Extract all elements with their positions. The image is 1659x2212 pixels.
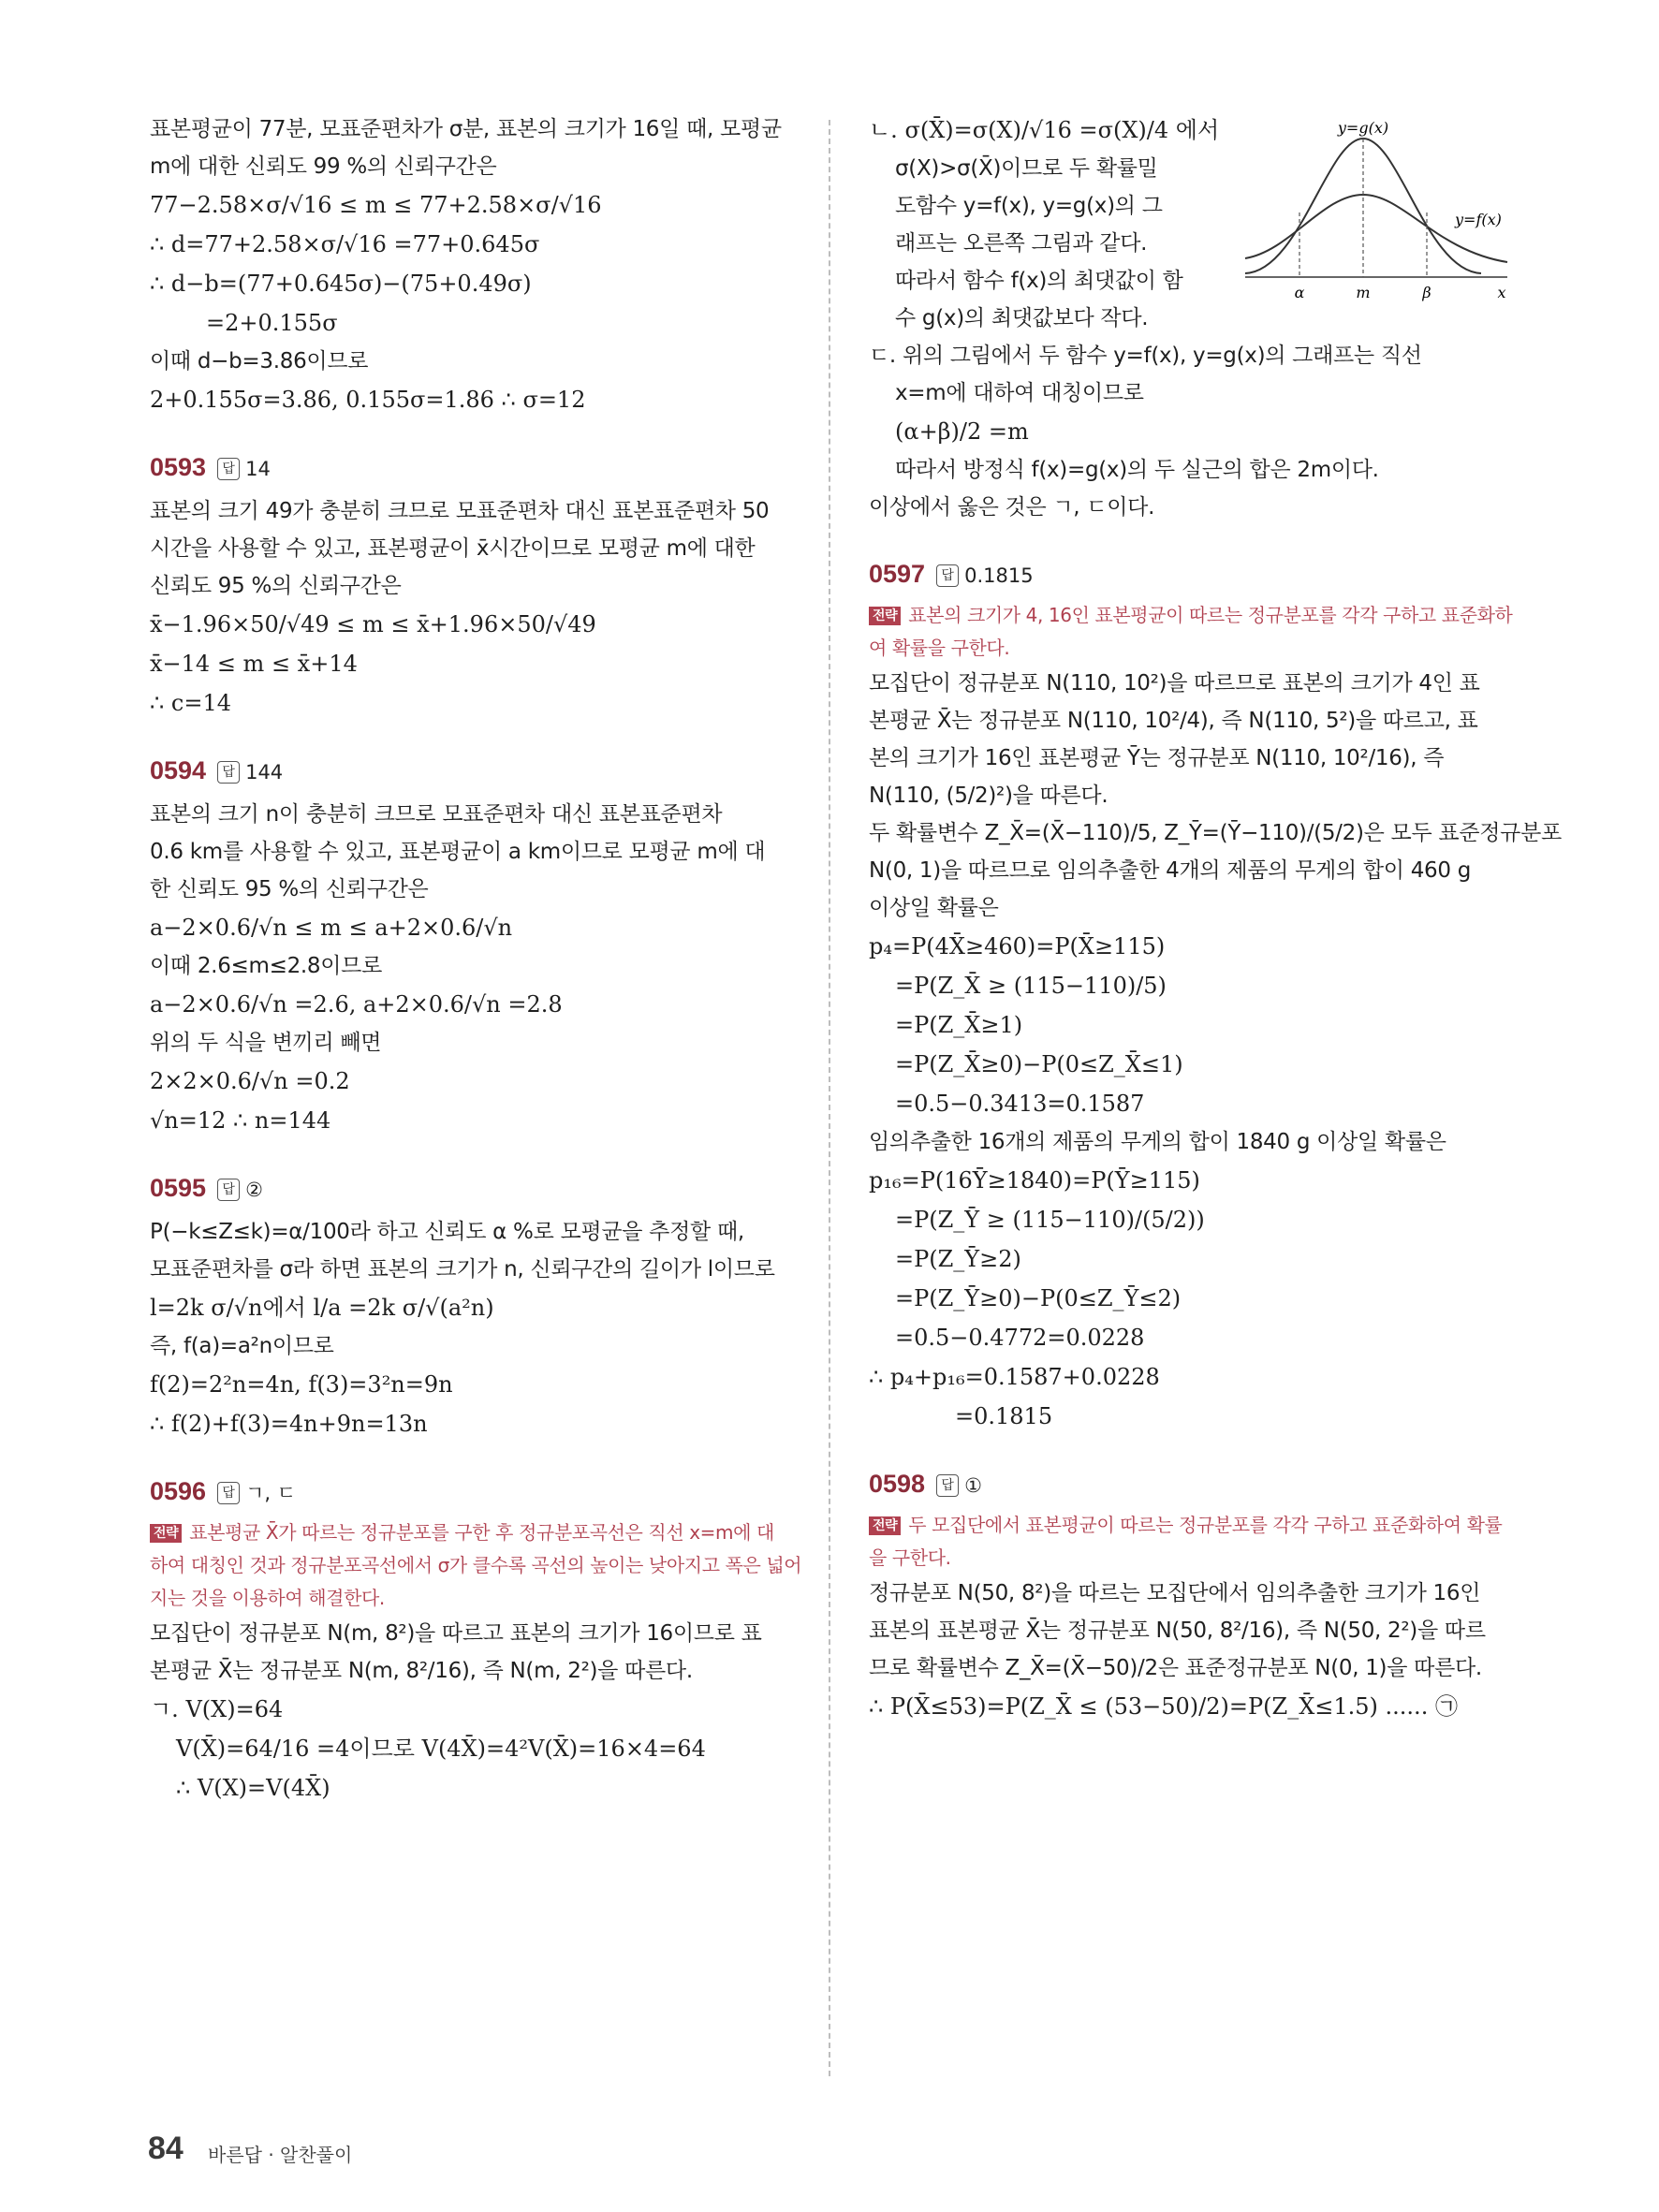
text-line: 표본의 크기 49가 충분히 크므로 모표준편차 대신 표본표준편차 50 xyxy=(150,499,770,523)
text-line: 따라서 방정식 f(x)=g(x)의 두 실근의 합은 2m이다. xyxy=(895,458,1379,482)
strategy-hint-line: 을 구한다. xyxy=(869,1546,951,1569)
text-line: ㄷ. 위의 그림에서 두 함수 y=f(x), y=g(x)의 그래프는 직선 xyxy=(869,344,1422,368)
text-line: N(110, (5/2)²)을 따른다. xyxy=(869,784,1108,808)
problem-number: 0598 xyxy=(869,1470,926,1498)
math-line: ∴ d=77+2.58×σ/√16 =77+0.645σ xyxy=(150,231,540,257)
text-line: 한 신뢰도 95 %의 신뢰구간은 xyxy=(150,877,429,901)
column-divider xyxy=(829,120,830,2076)
math-line: =P(Z_Ȳ ≥ (115−110)/(5/2)) xyxy=(895,1207,1205,1233)
math-line: ∴ P(X̄≤53)=P(Z_X̄ ≤ (53−50)/2)=P(Z_X̄≤1.5) ...... ㉠ xyxy=(869,1693,1458,1720)
math-line: V(X̄)=64/16 =4이므로 V(4X̄)=4²V(X̄)=16×4=64 xyxy=(176,1736,706,1762)
answer-value: 144 xyxy=(245,761,284,784)
text-line: 이때 d−b=3.86이므로 xyxy=(150,349,369,374)
text-line: 신뢰도 95 %의 신뢰구간은 xyxy=(150,574,402,598)
text-line: 표본의 표본평균 X̄는 정규분포 N(50, 8²/16), 즉 N(50, 2²)을 따르 xyxy=(869,1619,1486,1643)
answer-value: 14 xyxy=(245,458,271,480)
text-line: 모집단이 정규분포 N(m, 8²)을 따르고 표본의 크기가 16이므로 표 xyxy=(150,1621,762,1646)
math-line: 2+0.155σ=3.86, 0.155σ=1.86 ∴ σ=12 xyxy=(150,387,586,413)
curve-f xyxy=(1245,195,1507,262)
strategy-hint-line: 하여 대칭인 것과 정규분포곡선에서 σ가 클수록 곡선의 높이는 낮아지고 폭은 넓어 xyxy=(150,1554,802,1576)
math-line: p₁₆=P(16Ȳ≥1840)=P(Ȳ≥115) xyxy=(869,1167,1200,1194)
text-line: σ(X)>σ(X̄)이므로 두 확률밀 xyxy=(895,156,1158,181)
text-line: 0.6 km를 사용할 수 있고, 표본평균이 a km이므로 모평균 m에 대 xyxy=(150,840,766,864)
problem-number: 0594 xyxy=(150,756,207,784)
strategy-hint-line: 여 확률을 구한다. xyxy=(869,637,1010,659)
math-line: ∴ p₄+p₁₆=0.1587+0.0228 xyxy=(869,1364,1160,1390)
math-line: l=2k σ/√n에서 l/a =2k σ/√(a²n) xyxy=(150,1295,494,1321)
text-line: m에 대한 신뢰도 99 %의 신뢰구간은 xyxy=(150,154,497,179)
intro-solution xyxy=(150,110,796,419)
math-line: =P(Z_Ȳ≥0)−P(0≤Z_Ȳ≤2) xyxy=(895,1285,1182,1311)
math-line: x̄−14 ≤ m ≤ x̄+14 xyxy=(150,651,358,677)
strategy-hint: 전략 표본평균 X̄가 따르는 정규분포를 구한 후 정규분포곡선은 직선 x=m에 대 xyxy=(150,1516,796,1549)
strategy-tag: 전략 xyxy=(869,607,901,625)
tick-beta: β xyxy=(1422,284,1431,301)
math-line: =0.5−0.4772=0.0228 xyxy=(895,1325,1145,1351)
math-line: ∴ d−b=(77+0.645σ)−(75+0.49σ) xyxy=(150,271,532,297)
text-line: 이상일 확률은 xyxy=(869,896,999,920)
tick-x: x xyxy=(1497,284,1506,301)
math-line: =P(Z_Ȳ≥2) xyxy=(895,1246,1021,1272)
text-line: P(−k≤Z≤k)=α/100라 하고 신뢰도 α %로 모평균을 추정할 때, xyxy=(150,1220,744,1244)
text-line: 래프는 오른쪽 그림과 같다. xyxy=(895,231,1148,256)
math-line: √n=12 ∴ n=144 xyxy=(150,1107,331,1134)
text-line: 므로 확률변수 Z_X̄=(X̄−50)/2은 표준정규분포 N(0, 1)을 따른다. xyxy=(869,1656,1482,1680)
text-line: 모표준편차를 σ라 하면 표본의 크기가 n, 신뢰구간의 길이가 l이므로 xyxy=(150,1257,775,1282)
text-line: N(0, 1)을 따르므로 임의추출한 4개의 제품의 무게의 합이 460 g xyxy=(869,858,1472,883)
answer-icon: 답 xyxy=(936,564,959,587)
tick-m: m xyxy=(1356,284,1371,301)
f-label: y=f(x) xyxy=(1455,211,1502,228)
text-line: 두 확률변수 Z_X̄=(X̄−110)/5, Z_Ȳ=(Ȳ−110)/(5/2)은 모두 표준정규분포 xyxy=(869,821,1562,845)
g-label: y=g(x) xyxy=(1337,120,1389,137)
answer-value: ㄱ, ㄷ xyxy=(245,1482,297,1504)
math-line: ∴ V(X)=V(4X̄) xyxy=(176,1775,330,1801)
problem-number: 0595 xyxy=(150,1174,207,1202)
book-label: 바른답 · 알찬풀이 xyxy=(208,2144,353,2166)
text-line: 위의 두 식을 변끼리 빼면 xyxy=(150,1031,382,1055)
page-number: 84 xyxy=(148,2131,184,2166)
math-line: ㄴ. σ(X̄)=σ(X)/√16 =σ(X)/4 에서 xyxy=(869,117,1220,143)
problem-0597 xyxy=(869,554,1562,1436)
text-line: 수 g(x)의 최댓값보다 작다. xyxy=(895,306,1149,330)
math-line: x̄−1.96×50/√49 ≤ m ≤ x̄+1.96×50/√49 xyxy=(150,611,596,637)
answer-icon: 답 xyxy=(217,458,240,480)
math-line: a−2×0.6/√n ≤ m ≤ a+2×0.6/√n xyxy=(150,915,513,941)
answer-icon: 답 xyxy=(217,1482,240,1504)
strategy-tag: 전략 xyxy=(150,1524,182,1543)
math-line: =P(Z_X̄ ≥ (115−110)/5) xyxy=(895,973,1167,999)
problem-0594 xyxy=(150,751,796,1140)
text-line: 즉, f(a)=a²n이므로 xyxy=(150,1334,334,1358)
right-column xyxy=(869,110,1562,1726)
math-line: =0.5−0.3413=0.1587 xyxy=(895,1091,1145,1117)
text-line: 본평균 X̄는 정규분포 N(m, 8²/16), 즉 N(m, 2²)을 따른다. xyxy=(150,1659,693,1683)
problem-0598 xyxy=(869,1464,1510,1726)
math-line: ∴ c=14 xyxy=(150,690,231,716)
text-line: 이때 2.6≤m≤2.8이므로 xyxy=(150,954,383,978)
problem-0593 xyxy=(150,447,796,723)
answer-value: ① xyxy=(964,1474,982,1497)
strategy-hint-line: 지는 것을 이용하여 해결한다. xyxy=(150,1587,385,1609)
math-line: p₄=P(4X̄≥460)=P(X̄≥115) xyxy=(869,933,1166,960)
answer-value: 0.1815 xyxy=(964,564,1034,587)
strategy-hint: 전략 두 모집단에서 표본평균이 따르는 정규분포를 각각 구하고 표준화하여 확률 xyxy=(869,1509,1510,1542)
text-line: 임의추출한 16개의 제품의 무게의 합이 1840 g 이상일 확률은 xyxy=(869,1130,1446,1154)
math-line: 77−2.58×σ/√16 ≤ m ≤ 77+2.58×σ/√16 xyxy=(150,192,602,218)
math-line: =0.1815 xyxy=(955,1403,1053,1429)
answer-icon: 답 xyxy=(217,1179,240,1201)
text-line: 본평균 X̄는 정규분포 N(110, 10²/4), 즉 N(110, 5²)을 따르고, 표 xyxy=(869,709,1478,733)
problem-number: 0593 xyxy=(150,453,207,481)
problem-0595 xyxy=(150,1168,796,1443)
text-line: 따라서 함수 f(x)의 최댓값이 함 xyxy=(895,269,1183,293)
math-line: ∴ f(2)+f(3)=4n+9n=13n xyxy=(150,1411,428,1437)
math-line: =2+0.155σ xyxy=(206,310,338,336)
problem-number: 0596 xyxy=(150,1477,207,1505)
text-line: 시간을 사용할 수 있고, 표본평균이 x̄시간이므로 모평균 m에 대한 xyxy=(150,536,756,561)
math-line: f(2)=2²n=4n, f(3)=3²n=9n xyxy=(150,1371,453,1398)
text-line: 이상에서 옳은 것은 ㄱ, ㄷ이다. xyxy=(869,495,1155,520)
problem-number: 0597 xyxy=(869,560,926,588)
text-line: 모집단이 정규분포 N(110, 10²)을 따르므로 표본의 크기가 4인 표 xyxy=(869,671,1480,696)
text-line: 표본의 크기 n이 충분히 크므로 모표준편차 대신 표본표준편차 xyxy=(150,802,723,827)
answer-icon: 답 xyxy=(936,1474,959,1497)
math-line: a−2×0.6/√n =2.6, a+2×0.6/√n =2.8 xyxy=(150,991,563,1018)
math-line: 2×2×0.6/√n =0.2 xyxy=(150,1068,350,1094)
tick-alpha: α xyxy=(1294,284,1305,301)
answer-value: ② xyxy=(245,1179,263,1201)
problem-0596 xyxy=(150,1472,802,1808)
text-line: 정규분포 N(50, 8²)을 따르는 모집단에서 임의추출한 크기가 16인 xyxy=(869,1581,1481,1605)
text-line: 도함수 y=f(x), y=g(x)의 그 xyxy=(895,194,1163,218)
math-line: (α+β)/2 =m xyxy=(895,418,1029,445)
math-line: =P(Z_X̄≥0)−P(0≤Z_X̄≤1) xyxy=(895,1051,1183,1077)
strategy-hint: 전략 표본의 크기가 4, 16인 표본평균이 따르는 정규분포를 각각 구하고 표준화하 xyxy=(869,599,1510,632)
text-line: 본의 크기가 16인 표본평균 Ȳ는 정규분포 N(110, 10²/16), 즉 xyxy=(869,746,1445,770)
strategy-tag: 전략 xyxy=(869,1516,901,1535)
answer-icon: 답 xyxy=(217,761,240,784)
math-line: =P(Z_X̄≥1) xyxy=(895,1012,1023,1038)
text-line: 표본평균이 77분, 모표준편차가 σ분, 표본의 크기가 16일 때, 모평균 xyxy=(150,117,782,141)
normal-curves-figure xyxy=(1234,120,1515,307)
left-column xyxy=(150,110,802,1808)
text-line: x=m에 대하여 대칭이므로 xyxy=(895,381,1144,405)
math-line: ㄱ. V(X)=64 xyxy=(150,1696,284,1722)
